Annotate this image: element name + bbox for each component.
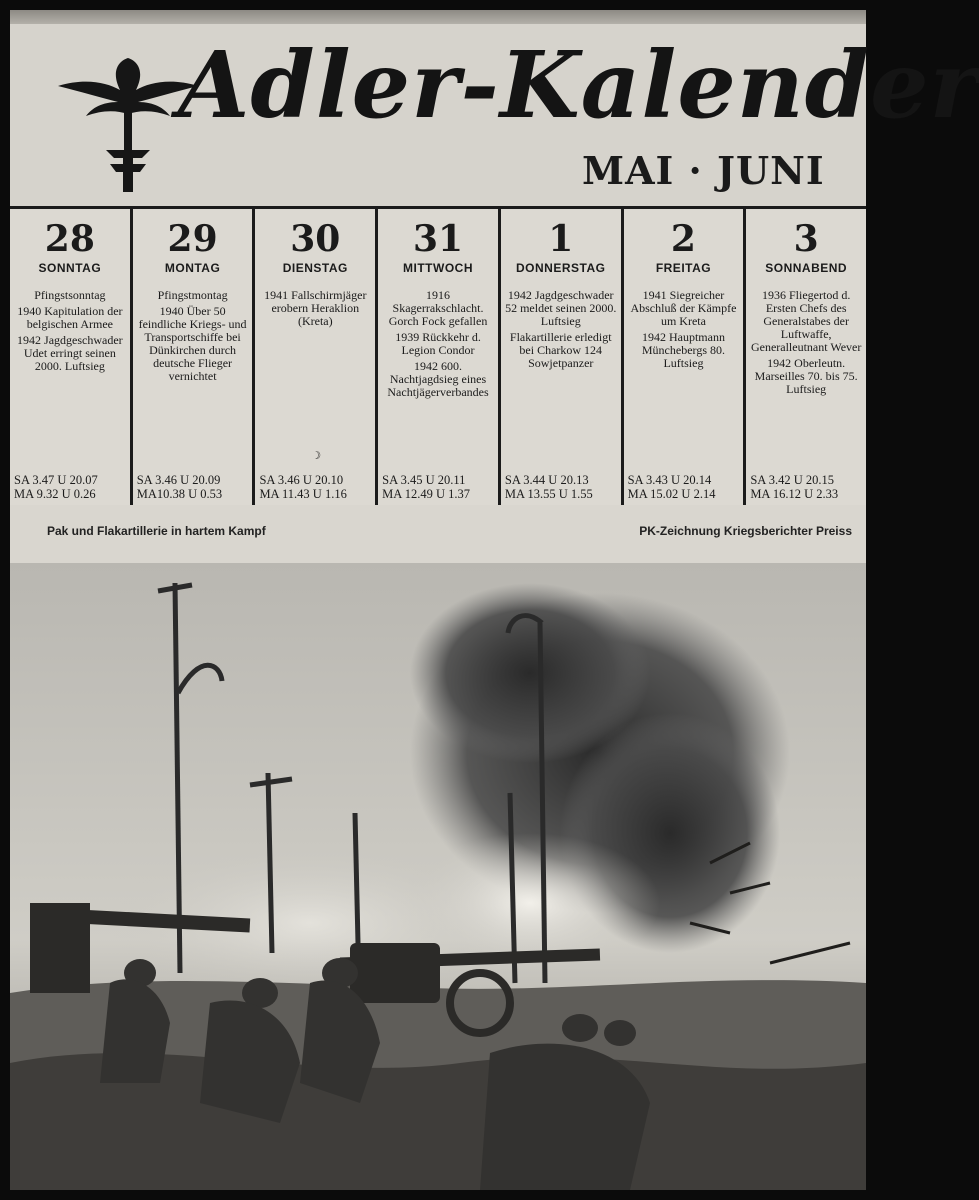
weekday-name: MITTWOCH: [403, 261, 473, 275]
day-number: 3: [793, 218, 819, 260]
caption-band: [10, 505, 866, 563]
moonrise-moonset: MA 11.43 U 1.16: [259, 487, 347, 501]
calendar-page: [10, 10, 979, 1190]
illustration-caption: Pak und Flakartillerie in hartem Kampf: [47, 524, 266, 538]
day-event: 1941 Fallschirmjäger erobern Heraklion (Kreta): [264, 288, 367, 328]
day-event: 1936 Fliegertod d. Ersten Chefs des Generalstabes der Luftwaffe, Generalleutnant Wever: [750, 288, 862, 354]
day-column: [498, 209, 621, 505]
day-event: Pfingstmontag: [157, 288, 228, 302]
day-number: 28: [44, 218, 95, 260]
illustration-credit: PK-Zeichnung Kriegsberichter Preiss: [639, 524, 852, 538]
day-event: 1942 Oberleutn. Marseilles 70. bis 75. Luftsieg: [754, 356, 858, 396]
months-subtitle: MAI · JUNI: [582, 148, 825, 193]
day-event: 1940 Kapitulation der belgischen Armee: [17, 304, 123, 331]
moonrise-moonset: MA 16.12 U 2.33: [750, 487, 839, 501]
day-event: 1940 Über 50 feindliche Kriegs- und Transportschiffe bei Dünkirchen durch deutsche Flieger vernichtet: [138, 304, 247, 383]
day-event: 1916 Skagerrakschlacht. Gorch Fock gefallen: [388, 288, 488, 328]
day-column: [621, 209, 744, 505]
moon-phase-icon: ☽: [311, 449, 322, 462]
sunrise-sunset: SA 3.46 U 20.10: [259, 473, 344, 487]
day-event: 1939 Rückkehr d. Legion Condor: [395, 330, 481, 357]
moonrise-moonset: MA 15.02 U 2.14: [627, 487, 716, 501]
weekday-name: FREITAG: [655, 261, 712, 275]
day-column: [10, 209, 130, 505]
sunrise-sunset: SA 3.46 U 20.09: [136, 473, 221, 487]
moonrise-moonset: MA10.38 U 0.53: [136, 487, 223, 501]
day-event: 1942 600. Nachtjagdsieg eines Nachtjägerverbandes: [387, 359, 489, 399]
moonrise-moonset: MA 13.55 U 1.55: [504, 487, 593, 501]
day-event: 1942 Hauptmann Münchebergs 80. Luftsieg: [641, 330, 725, 370]
weekday-name: SONNABEND: [765, 261, 848, 275]
day-event: 1942 Jagdgeschwader Udet erringt seinen 2000. Luftsieg: [17, 333, 123, 373]
day-column: [375, 209, 498, 505]
day-column: [252, 209, 375, 505]
day-number: 1: [548, 218, 574, 260]
day-column: [130, 209, 253, 505]
day-number: 2: [670, 218, 696, 260]
day-event: 1942 Jagdgeschwader 52 meldet seinen 2000. Luftsieg: [505, 288, 617, 328]
calendar-title: Adler-Kalender: [178, 31, 979, 139]
weekday-name: DIENSTAG: [282, 261, 348, 275]
weekday-name: DONNERSTAG: [516, 261, 606, 275]
moonrise-moonset: MA 12.49 U 1.37: [382, 487, 471, 501]
day-number: 29: [167, 218, 218, 260]
weekday-name: MONTAG: [164, 261, 221, 275]
weekday-name: SONNTAG: [38, 261, 102, 275]
battle-illustration: [10, 563, 866, 1190]
sunrise-sunset: SA 3.45 U 20.11: [382, 473, 466, 487]
day-event: Pfingstsonntag: [34, 288, 106, 302]
sunrise-sunset: SA 3.44 U 20.13: [504, 473, 589, 487]
sunrise-sunset: SA 3.43 U 20.14: [627, 473, 712, 487]
calendar-header: [10, 24, 979, 214]
moonrise-moonset: MA 9.32 U 0.26: [14, 487, 96, 501]
day-event: Flakartillerie erledigt bei Charkow 124 Sowjetpanzer: [509, 330, 612, 370]
day-event: 1941 Siegreicher Abschluß der Kämpfe um Kreta: [630, 288, 737, 328]
day-column: [743, 209, 866, 505]
day-number: 30: [290, 218, 341, 260]
day-number: 31: [412, 218, 464, 260]
sunrise-sunset: SA 3.47 U 20.07: [14, 473, 98, 487]
week-grid: [10, 206, 866, 508]
sunrise-sunset: SA 3.42 U 20.15: [750, 473, 835, 487]
